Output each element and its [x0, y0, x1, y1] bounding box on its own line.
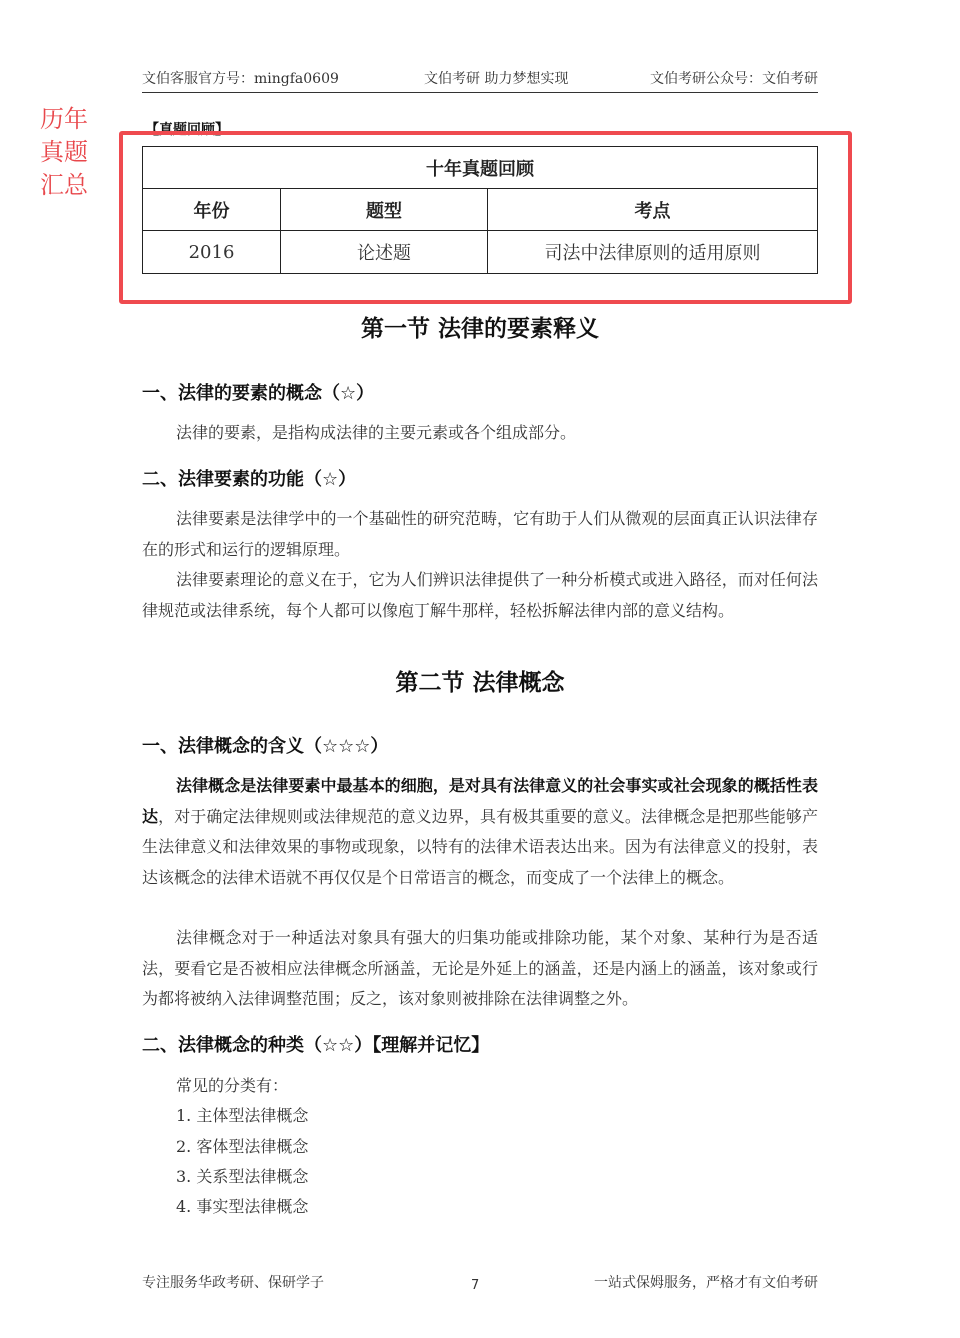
cell-topic: 司法中法律原则的适用原则 — [488, 231, 818, 274]
subsection-heading: 二、法律概念的种类（☆☆）【理解并记忆】 — [142, 1035, 490, 1056]
highlight-box — [119, 131, 852, 304]
cell-year: 2016 — [143, 231, 281, 274]
paragraph: 法律要素是法律学中的一个基础性的研究范畴，它有助于人们从微观的层面真正认识法律存在的形式和运行的逻辑原理。 — [142, 509, 818, 559]
table-title: 十年真题回顾 — [143, 147, 818, 189]
key-definition: 法律概念是法律要素中最基本的细胞，是对具有法律意义的社会事实或社会现象的概括性表达 — [142, 776, 818, 826]
side-annotation-line: 汇总 — [40, 171, 88, 199]
review-tag: 【真题回顾】 — [145, 122, 229, 138]
footer-right: 一站式保姆服务，严格才有文伯考研 — [594, 1275, 818, 1291]
subsection-heading: 一、法律的要素的概念（☆） — [142, 383, 375, 404]
subsection-heading: 一、法律概念的含义（☆☆☆） — [142, 736, 389, 757]
paragraph: 法律要素理论的意义在于，它为人们辨识法律提供了一种分析模式或进入路径，而对任何法律规范或法律系统，每个人都可以像庖丁解牛那样，轻松拆解法律内部的意义结构。 — [142, 570, 818, 620]
paragraph-text: ，对于确定法律规则或法律规范的意义边界，具有极其重要的意义。法律概念是把那些能够产生法律意义和法律效果的事物或现象，以特有的法律术语表达出来。因为有法律意义的投射，表达该概念的法律术语就不再仅仅是个日常语言的概念，而变成了一个法律上的概念。 — [142, 806, 818, 887]
page-header — [142, 66, 818, 93]
side-annotation-line: 历年 — [40, 105, 88, 133]
subsection-heading: 二、法律要素的功能（☆） — [142, 469, 357, 490]
column-header-year: 年份 — [143, 189, 281, 231]
header-account: 文伯考研公众号：文伯考研 — [650, 71, 818, 87]
list-item: 4. 事实型法律概念 — [176, 1197, 309, 1217]
column-header-topic: 考点 — [488, 189, 818, 231]
footer-left: 专注服务华政考研、保研学子 — [142, 1275, 324, 1291]
header-slogan: 文伯考研 助力梦想实现 — [424, 71, 569, 87]
list-item: 3. 关系型法律概念 — [176, 1166, 309, 1186]
header-contact: 文伯客服官方号：mingfa0609 — [142, 71, 339, 87]
paragraph: 法律概念对于一种适法对象具有强大的归集功能或排除功能，某个对象、某种行为是否适法，要看它是否被相应法律概念所涵盖，无论是外延上的涵盖，还是内涵上的涵盖，该对象或行为都将被纳入法律调整范围；反之，该对象则被排除在法律调整之外。 — [142, 928, 818, 1008]
cell-type: 论述题 — [281, 231, 488, 274]
column-header-type: 题型 — [281, 189, 488, 231]
list-item: 2. 客体型法律概念 — [176, 1136, 309, 1156]
paragraph — [142, 771, 818, 893]
paragraph: 法律的要素，是指构成法律的主要元素或各个组成部分。 — [176, 423, 577, 442]
page-number: 7 — [471, 1278, 480, 1293]
side-annotation — [40, 103, 96, 202]
page-footer — [142, 1272, 818, 1296]
section-title: 第一节 法律的要素释义 — [360, 316, 599, 342]
list-intro: 常见的分类有： — [176, 1076, 289, 1095]
side-annotation-line: 真题 — [40, 138, 88, 166]
section-title: 第二节 法律概念 — [395, 670, 565, 696]
list-item: 1. 主体型法律概念 — [176, 1106, 309, 1126]
classification-list — [176, 1071, 308, 1222]
